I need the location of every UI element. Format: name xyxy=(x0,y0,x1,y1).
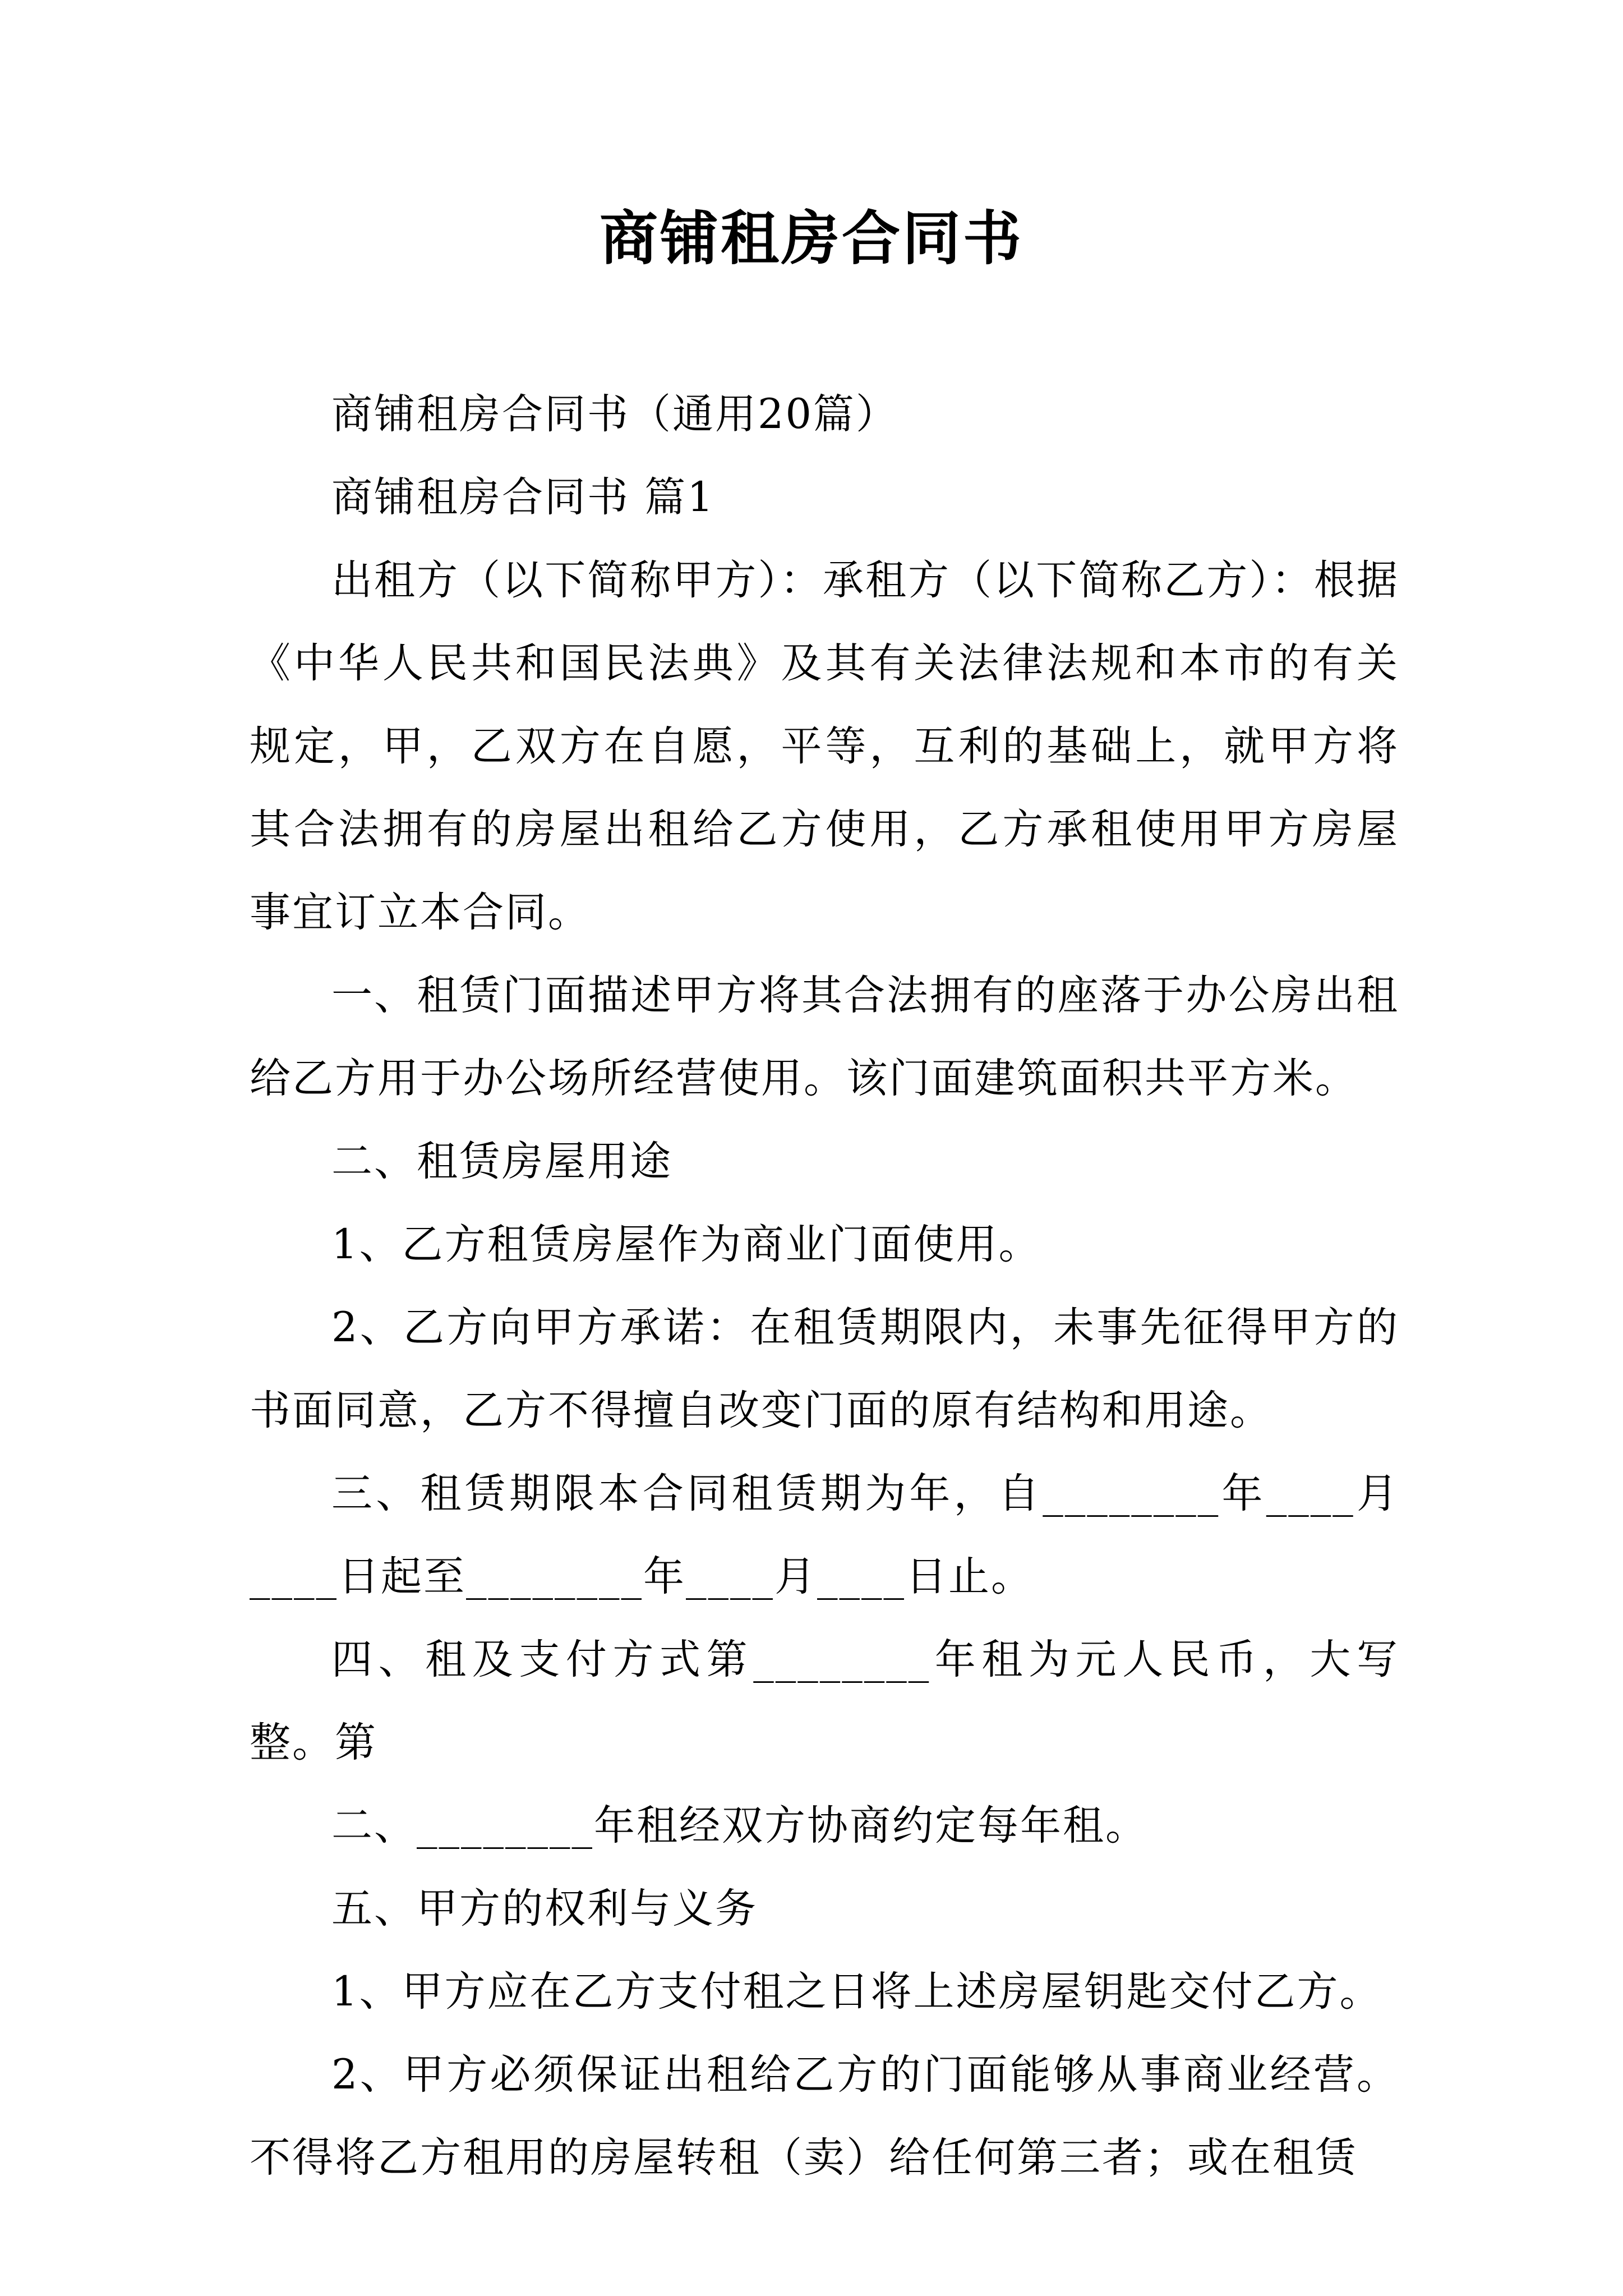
paragraph: 三、租赁期限本合同租赁期为年，自________年____月____日起至________年____月____日止。 xyxy=(250,1470,1399,1600)
paragraph: 五、甲方的权利与义务 xyxy=(331,1885,758,1932)
document-title: 商铺租房合同书 xyxy=(599,204,1023,273)
paragraph: 商铺租房合同书（通用20篇） xyxy=(331,390,898,438)
paragraph: 2、甲方必须保证出租给乙方的门面能够从事商业经营。不得将乙方租用的房屋转租（卖）给任何第三者；或在租赁 xyxy=(250,2051,1399,2182)
paragraph: 二、________年租经双方协商约定每年租。 xyxy=(331,1802,1148,1849)
paragraph: 1、甲方应在乙方支付租之日将上述房屋钥匙交付乙方。 xyxy=(331,1968,1382,2016)
paragraph: 2、乙方向甲方承诺：在租赁期限内，未事先征得甲方的书面同意，乙方不得擅自改变门面的原有结构和用途。 xyxy=(250,1304,1399,1434)
paragraph: 商铺租房合同书 篇1 xyxy=(331,473,715,521)
paragraph: 四、租及支付方式第________年租为元人民币，大写整。第 xyxy=(250,1636,1399,1766)
paragraph: 1、乙方租赁房屋作为商业门面使用。 xyxy=(331,1221,1041,1268)
document-body xyxy=(250,373,1399,2200)
paragraph: 二、租赁房屋用途 xyxy=(331,1138,672,1185)
paragraph: 出租方（以下简称甲方）：承租方（以下简称乙方）：根据《中华人民共和国民法典》及其有关法律法规和本市的有关规定，甲，乙双方在自愿，平等，互利的基础上，就甲方将其合法拥有的房屋出租给乙方使用，乙方承租使用甲方房屋事宜订立本合同。 xyxy=(250,556,1399,936)
paragraph: 一、租赁门面描述甲方将其合法拥有的座落于办公房出租给乙方用于办公场所经营使用。该门面建筑面积共平方米。 xyxy=(250,972,1399,1102)
